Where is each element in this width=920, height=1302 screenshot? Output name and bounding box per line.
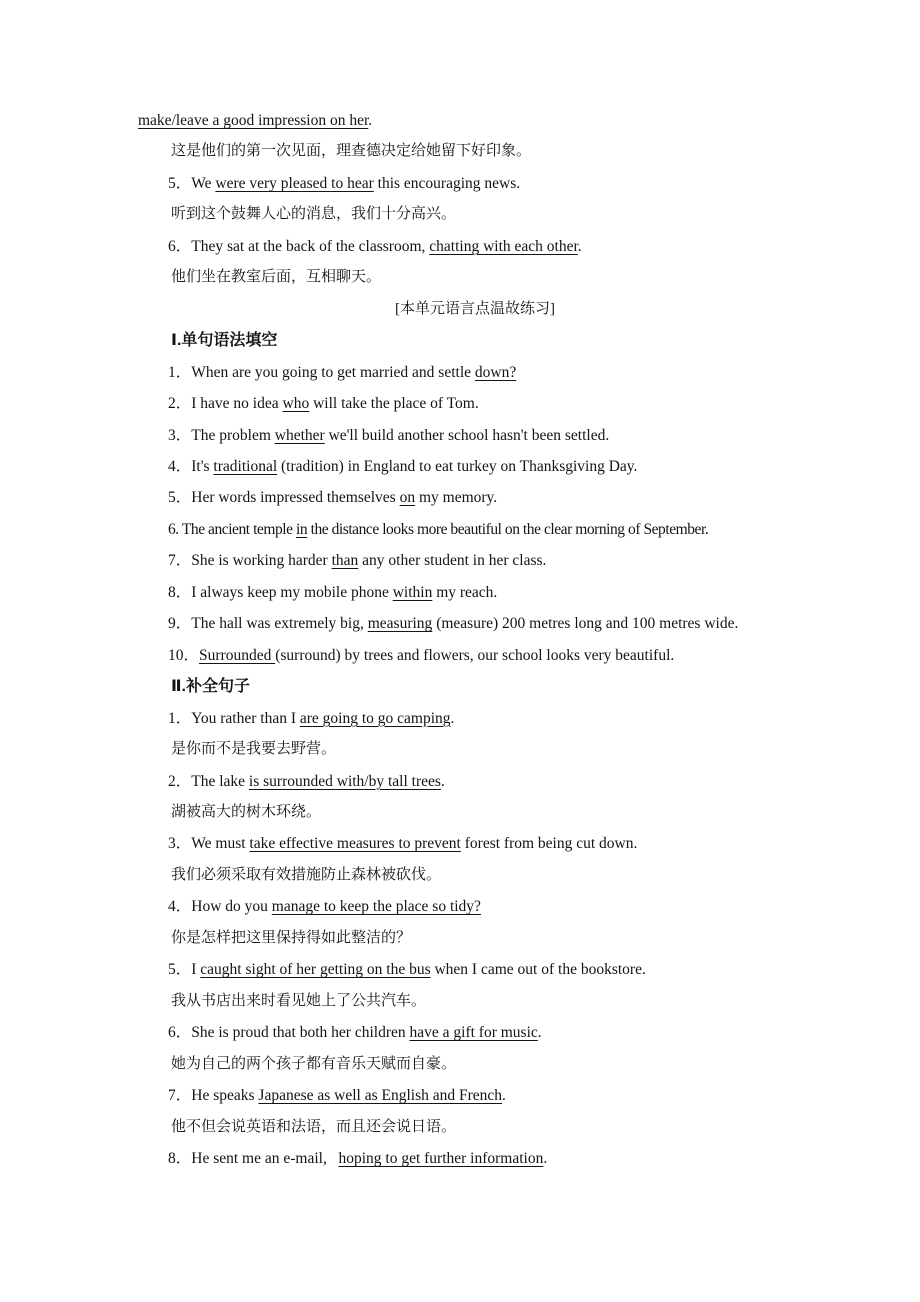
sentence-text: will take the place of Tom.	[309, 395, 479, 413]
answer-blank-filled: have a gift for music	[409, 1024, 538, 1042]
answer-blank-filled: Japanese as well as English and French	[258, 1087, 503, 1105]
answer-blank-filled: are going to go camping	[299, 709, 451, 727]
translation-line: 听到这个鼓舞人心的消息，我们十分高兴。	[171, 206, 457, 223]
exercise-sentence	[138, 105, 782, 136]
sentence-text: any other student in her class.	[358, 552, 547, 570]
exercise-sentence	[138, 577, 782, 608]
exercise-sentence	[138, 766, 782, 797]
answer-blank-filled: were very pleased to hear	[215, 174, 374, 192]
answer-blank-filled: on	[399, 489, 416, 507]
answer-blank-filled: traditional	[213, 457, 278, 475]
document-body	[138, 105, 782, 1174]
exercise-sentence	[138, 954, 782, 985]
translation-line: 湖被高大的树木环绕。	[171, 803, 322, 820]
exercise-sentence	[138, 451, 782, 482]
exercise-sentence	[138, 1080, 782, 1111]
exercise-sentence	[138, 420, 782, 451]
sentence-text: 6. The ancient temple	[168, 520, 296, 538]
answer-blank-filled: who	[282, 395, 310, 413]
translation-line: 是你而不是我要去野营。	[171, 741, 337, 758]
sentence-text: my reach.	[432, 583, 498, 601]
answer-blank-filled: hoping to get further information	[338, 1149, 544, 1167]
sentence-text: 6．She is proud that both her children	[168, 1024, 410, 1042]
sentence-text: 8．He sent me an e-mail,	[168, 1149, 339, 1167]
block-title: [本单元语言点温故练习]	[395, 300, 555, 317]
answer-blank-filled: than	[331, 552, 359, 570]
exercise-sentence	[138, 231, 782, 262]
sentence-text: 10．	[168, 646, 200, 664]
answer-blank-filled: caught sight of her getting on the bus	[200, 961, 431, 979]
sentence-text: (measure) 200 metres long and 100 metres wide.	[432, 615, 739, 633]
sentence-text: .	[368, 112, 373, 129]
answer-blank-filled: make/leave a good impression on her	[138, 112, 369, 129]
sentence-text: 6．They sat at the back of the classroom,	[168, 237, 430, 255]
answer-blank-filled: Surrounded	[199, 646, 276, 664]
sentence-text: 5．Her words impressed themselves	[168, 489, 400, 507]
translation-line: 你是怎样把这里保持得如此整洁的？	[171, 929, 412, 946]
sentence-text: 1．When are you going to get married and settle	[168, 363, 475, 381]
sentence-text: 2．The lake	[168, 772, 249, 790]
exercise-sentence	[138, 388, 782, 419]
sentence-text: 7．He speaks	[168, 1087, 259, 1105]
sentence-text: .	[502, 1087, 506, 1105]
translation-line: 这是他们的第一次见面，理查德决定给她留下好印象。	[171, 143, 532, 160]
section-heading: Ⅰ.单句语法填空	[171, 332, 278, 350]
answer-blank-filled: whether	[274, 426, 325, 444]
exercise-sentence	[138, 640, 782, 671]
section-heading: Ⅱ.补全句子	[171, 678, 250, 696]
sentence-text: we'll build another school hasn't been settled.	[324, 426, 610, 444]
sentence-text: forest from being cut down.	[460, 835, 638, 853]
sentence-text: (tradition) in England to eat turkey on Thanksgiving Day.	[277, 457, 638, 475]
sentence-text: 4．How do you	[168, 898, 272, 916]
sentence-text: 3．The problem	[168, 426, 275, 444]
sentence-text: .	[440, 772, 445, 790]
answer-blank-filled: in	[295, 520, 308, 538]
sentence-text: 5．We	[168, 174, 216, 192]
answer-blank-filled: chatting with each other	[429, 237, 578, 255]
sentence-text: 4．It's	[168, 457, 214, 475]
exercise-sentence	[138, 1143, 782, 1174]
sentence-text: .	[450, 709, 455, 727]
translation-line: 我从书店出来时看见她上了公共汽车。	[171, 992, 427, 1009]
sentence-text: 2．I have no idea	[168, 395, 283, 413]
exercise-sentence	[138, 703, 782, 734]
answer-blank-filled: manage to keep the place so tidy?	[271, 898, 481, 916]
sentence-text: (surround) by trees and flowers, our school looks very beautiful.	[275, 646, 675, 664]
answer-blank-filled: is surrounded with/by tall trees	[248, 772, 441, 790]
exercise-sentence	[138, 828, 782, 859]
exercise-sentence	[138, 608, 782, 639]
translation-line: 我们必须采取有效措施防止森林被砍伐。	[171, 866, 442, 883]
sentence-text: 7．She is working harder	[168, 552, 332, 570]
exercise-sentence	[138, 514, 782, 545]
exercise-sentence	[138, 1017, 782, 1048]
answer-blank-filled: within	[392, 583, 433, 601]
sentence-text: 3．We must	[168, 835, 250, 853]
sentence-text: the distance looks more beautiful on the clear morning of September.	[307, 520, 709, 538]
sentence-text: my memory.	[415, 489, 498, 507]
answer-blank-filled: measuring	[367, 615, 433, 633]
answer-blank-filled: take effective measures to prevent	[249, 835, 461, 853]
sentence-text: this encouraging news.	[373, 174, 521, 192]
sentence-text: 8．I always keep my mobile phone	[168, 583, 393, 601]
sentence-text: when I came out of the bookstore.	[430, 961, 646, 979]
sentence-text: 9．The hall was extremely big,	[168, 615, 368, 633]
exercise-sentence	[138, 168, 782, 199]
translation-line: 他们坐在教室后面，互相聊天。	[171, 269, 382, 286]
exercise-sentence	[138, 482, 782, 513]
answer-blank-filled: down?	[474, 363, 517, 381]
sentence-text: 1．You rather than I	[168, 709, 300, 727]
translation-line: 她为自己的两个孩子都有音乐天赋而自豪。	[171, 1055, 457, 1072]
exercise-sentence	[138, 357, 782, 388]
sentence-text: .	[543, 1149, 548, 1167]
sentence-text: .	[577, 237, 582, 255]
exercise-sentence	[138, 891, 782, 922]
translation-line: 他不但会说英语和法语，而且还会说日语。	[171, 1118, 457, 1135]
exercise-sentence	[138, 545, 782, 576]
sentence-text: 5．I	[168, 961, 201, 979]
sentence-text: .	[537, 1024, 542, 1042]
